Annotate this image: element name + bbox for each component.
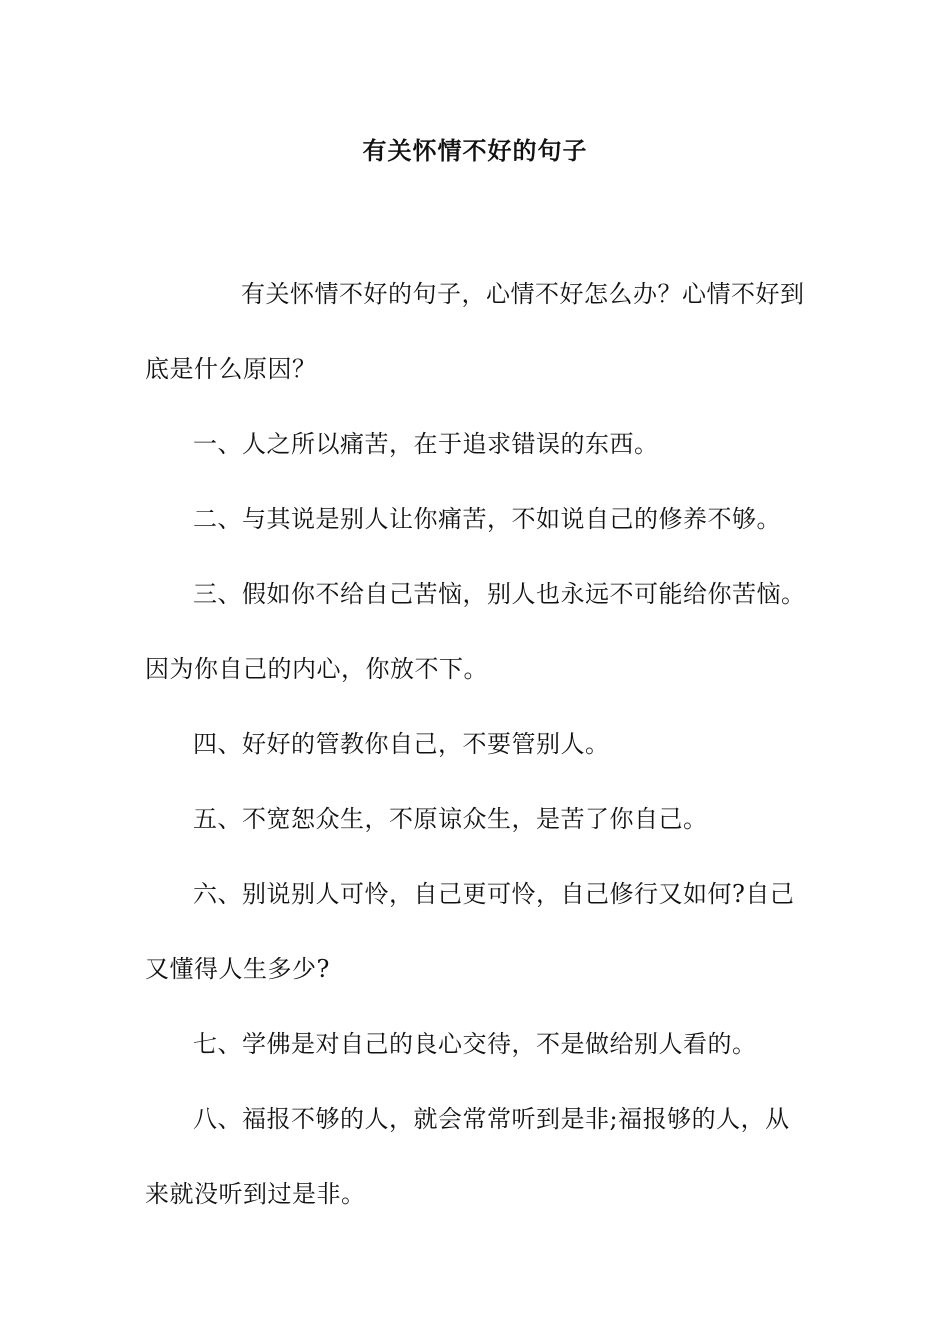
document-body [145,257,810,1232]
paragraph-6: 六、别说别人可怜，自己更可怜，自己修行又如何?自己又懂得人生多少? [145,880,795,983]
paragraph-5: 五、不宽恕众生，不原谅众生，是苦了你自己。 [193,805,708,833]
paragraph-4: 四、好好的管教你自己，不要管别人。 [193,730,610,758]
paragraph-7: 七、学佛是对自己的良心交待，不是做给别人看的。 [193,1030,757,1058]
document-title: 有关怀情不好的句子 [362,137,588,165]
paragraph-intro: 有关怀情不好的句子，心情不好怎么办？心情不好到底是什么原因？ [145,280,805,383]
paragraph-2: 二、与其说是别人让你痛苦，不如说自己的修养不够。 [193,505,781,533]
paragraph-1: 一、人之所以痛苦，在于追求错误的东西。 [193,430,659,458]
paragraph-8: 八、福报不够的人，就会常常听到是非;福报够的人，从来就没听到过是非。 [145,1105,790,1208]
paragraph-3: 三、假如你不给自己苦恼，别人也永远不可能给你苦恼。因为你自己的内心，你放不下。 [145,580,806,683]
